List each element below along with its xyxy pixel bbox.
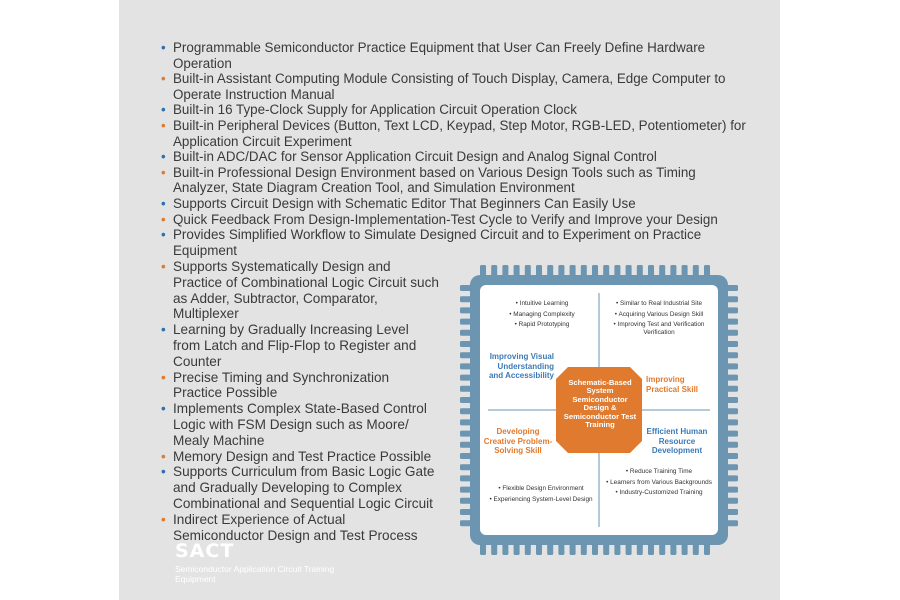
bullet-text: Provides Simplified Workflow to Simulate Designed Circuit and to Experiment on Practice Equipment: [173, 227, 702, 258]
bullet-icon: •: [161, 211, 166, 227]
bullet-icon: •: [161, 149, 166, 165]
bullet-text: Programmable Semiconductor Practice Equipment that User Can Freely Define Hardware Operation: [173, 40, 706, 71]
bullet-item: [161, 118, 751, 149]
bullet-text: Built-in Professional Design Environment based on Various Design Tools such as Timing Analyzer, State Diagram Creation Tool, and Simulation Environment: [173, 164, 696, 196]
bullet-icon: •: [161, 40, 166, 55]
bullet-icon: •: [161, 117, 166, 133]
quadrant-top-left-items: [492, 299, 592, 331]
bullet-item: [161, 165, 751, 196]
bullet-text: Supports Circuit Design with Schematic Editor That Beginners Can Easily Use: [173, 195, 636, 211]
bullet-icon: •: [161, 71, 166, 87]
bullet-item: [161, 259, 439, 322]
bullet-icon: •: [161, 164, 166, 180]
bullet-item: [161, 322, 439, 369]
bullet-text: Built-in Assistant Computing Module Consisting of Touch Display, Camera, Edge Computer to Operate Instruction Manual: [173, 71, 726, 102]
bullet-text: Memory Design and Test Practice Possible: [173, 448, 432, 464]
bullet-icon: •: [161, 369, 166, 385]
bullet-icon: •: [161, 511, 166, 527]
quadrant-top-right-title: Improving Practical Skill: [646, 375, 699, 394]
chip-diagram: [458, 263, 740, 557]
bullet-text: Built-in ADC/DAC for Sensor Application Circuit Design and Analog Signal Control: [173, 149, 657, 165]
bullet-text: Learning by Gradually Increasing Level from Latch and Flip-Flop to Register and Counter: [173, 322, 417, 369]
bullet-icon: •: [161, 259, 166, 274]
bullet-icon: •: [161, 448, 166, 464]
bullet-item: [161, 102, 751, 118]
quadrant-bottom-right-items: [604, 467, 714, 499]
feature-list-top: [161, 40, 751, 258]
bullet-text: Built-in Peripheral Devices (Button, Text LCD, Keypad, Step Motor, RGB-LED, Potentiometer) for Application Circuit Experiment: [173, 117, 746, 149]
bullet-item: [161, 401, 439, 448]
quadrant-bottom-left-title: Developing Creative Problem-Solving Skill: [483, 427, 553, 455]
feature-list-left: [161, 259, 439, 543]
bullet-text: Indirect Experience of Actual Semiconductor Design and Test Process: [173, 511, 418, 543]
logo-subtitle: Semiconductor Application Circuit Training Equipment: [175, 564, 335, 584]
bullet-text: Built-in 16 Type-Clock Supply for Application Circuit Operation Clock: [173, 102, 577, 118]
item: Verification: [643, 328, 675, 336]
item: • Similar to Real Industrial Site: [615, 300, 703, 307]
logo-text: SACT: [175, 540, 235, 562]
bullet-item: [161, 449, 439, 465]
bullet-text: Supports Curriculum from Basic Logic Gate and Gradually Developing to Complex Combinational and Sequential Logic Circuit: [173, 464, 435, 511]
bullet-icon: •: [161, 195, 166, 211]
bullet-icon: •: [161, 102, 166, 118]
center-title: Schematic-Based System Semiconductor Design & Semiconductor Test Training: [563, 378, 637, 430]
item: • Intuitive Learning: [515, 300, 569, 307]
item: • Learners from Various Backgrounds: [606, 478, 712, 486]
item: • Rapid Prototyping: [514, 321, 570, 328]
bullet-text: Precise Timing and Synchronization Practice Possible: [173, 369, 390, 401]
item: • Experiencing System-Level Design: [489, 495, 593, 503]
quadrant-bottom-left-items: [486, 484, 596, 505]
bullet-text: Implements Complex State-Based Control Logic with FSM Design such as Moore/ Mealy Machine: [173, 401, 427, 448]
bullet-text: Supports Systematically Design and Practice of Combinational Logic Circuit such as Adder, Subtractor, Comparator, Multiplexer: [173, 259, 439, 322]
bullet-item: [161, 149, 751, 165]
item: • Flexible Design Environment: [498, 485, 584, 492]
item: • Acquiring Various Design Skill: [614, 310, 704, 318]
bullet-item: [161, 196, 751, 212]
item: • Improving Test and Verification: [613, 321, 705, 328]
bullet-icon: •: [161, 227, 166, 243]
bullet-item: [161, 227, 751, 258]
bullet-text: Quick Feedback From Design-Implementation-Test Cycle to Verify and Improve your Design: [173, 211, 718, 227]
item: • Reduce Training Time: [625, 468, 693, 475]
item: • Industry-Customized Training: [615, 489, 703, 496]
bullet-icon: •: [161, 464, 166, 480]
bullet-item: [161, 512, 439, 544]
bullet-item: [161, 212, 751, 228]
quadrant-bottom-right-title: Efficient Human Resource Development: [646, 427, 708, 455]
logo: [175, 540, 375, 584]
bullet-icon: •: [161, 401, 166, 417]
item: • Managing Complexity: [509, 310, 575, 318]
bullet-icon: •: [161, 322, 166, 338]
bullet-item: [161, 71, 751, 102]
quadrant-top-right-items: [604, 299, 714, 338]
bullet-item: [161, 370, 439, 402]
bullet-item: [161, 40, 751, 71]
bullet-item: [161, 464, 439, 511]
quadrant-top-left-title: Improving Visual Understanding and Accessibility: [488, 352, 554, 380]
